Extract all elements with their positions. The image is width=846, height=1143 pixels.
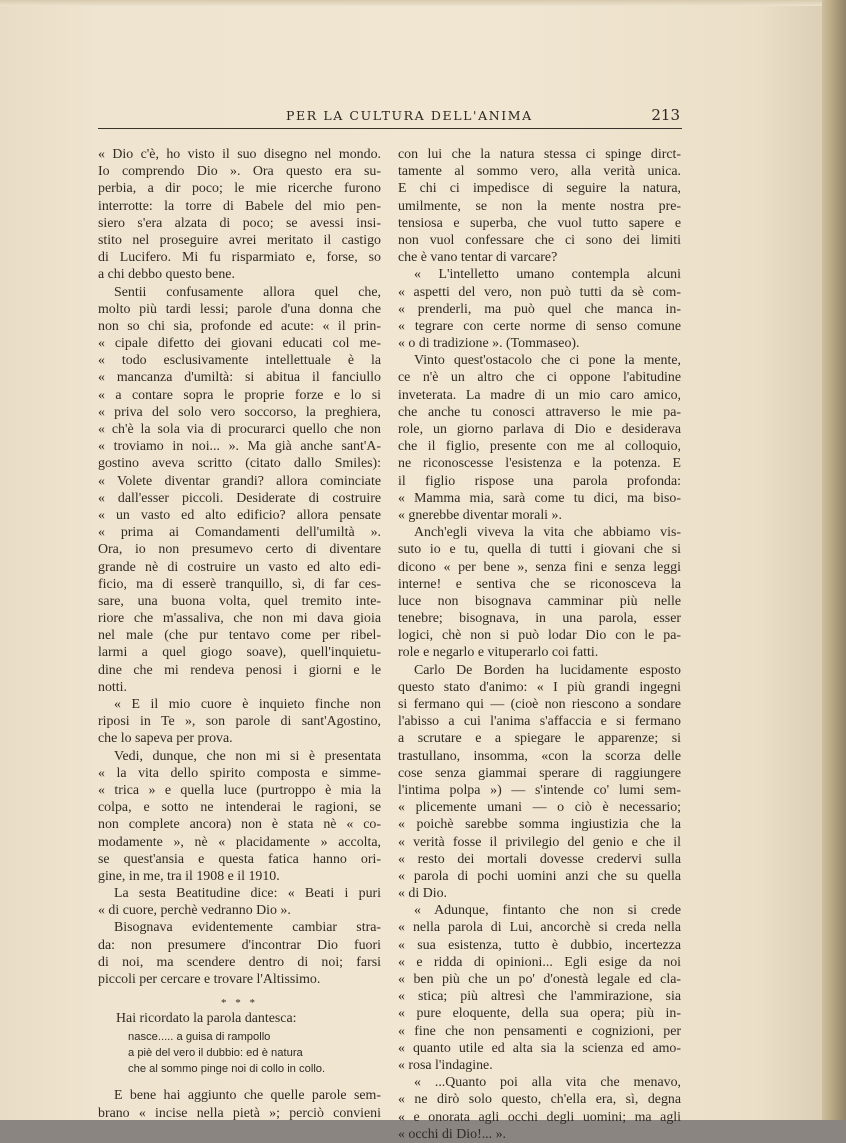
text-line: « ch'è la sola via di procurarci quello che non	[98, 422, 381, 437]
text-line: Ora, io non presumevo certo di diventare	[98, 542, 381, 558]
text-line: role, un giorno parlava di Dio e desiderava	[398, 422, 681, 437]
text-line: piccoli per cercare e trovare l'Altissimo.	[98, 972, 321, 987]
text-line: tensiosa e superba, che vuol tutto sapere e	[398, 215, 681, 231]
verse-quotation	[98, 1029, 381, 1077]
text-line: si fermano qui — (cioè non riescono a sondare	[398, 697, 681, 712]
text-line: gine, in me, tra il 1908 e il 1910.	[98, 868, 280, 884]
text-line: « sua esistenza, tutto è dubbio, incertezza	[398, 937, 681, 953]
text-line: « fine che non pensamenti e cognizioni, per	[398, 1023, 681, 1039]
text-line: con lui che la natura stessa ci spinge dirct-	[398, 147, 681, 162]
text-line: luce non bisognava camminar più nelle	[398, 593, 681, 609]
text-line: Vedi, dunque, che non mi si è presentata	[114, 748, 381, 764]
text-line: « stica; più altresì che l'ammirazione, sia	[398, 989, 681, 1005]
text-line: non complete ancora) non è stata nè « co-	[98, 817, 381, 833]
text-line: interrotte: la torre di Babele del mio pen-	[98, 198, 381, 214]
text-line: La sesta Beatitudine dice: « Beati i puri	[114, 886, 381, 902]
text-line: E chi ci impedisce di seguire la natura,	[398, 181, 681, 197]
text-line: il figlio rispose una parola profonda:	[398, 473, 681, 489]
text-line: « Dio c'è, ho visto il suo disegno nel mondo.	[98, 147, 381, 162]
running-head	[98, 106, 682, 129]
text-line: « e onorata agli occhi degli uomini; ma agli	[398, 1109, 681, 1125]
text-line: « dall'esser piccoli. Desiderate di costruire	[98, 490, 381, 506]
text-line: umilmente, se non la mente nostra pre-	[398, 198, 681, 214]
text-line: « troviamo in noi... ». Ma già anche sant'A-	[98, 439, 381, 455]
text-line: se quest'ansia e questa fatica hanno ori-	[98, 851, 381, 867]
text-line: « Volete diventar grandi? allora cominciate	[98, 473, 381, 489]
text-line: « o di tradizione ». (Tommaseo).	[398, 336, 580, 352]
text-line: tamente al sommo vero, alla verità unica.	[398, 164, 681, 180]
text-line: gostino aveva scritto (citato dallo Smiles):	[98, 456, 381, 472]
text-line: « resto dei mortali dovesse credervi sulla	[398, 851, 681, 867]
text-line: « verità fosse il privilegio del genio e che il	[398, 834, 681, 850]
text-line: « gnerebbe diventar morali ».	[398, 507, 562, 523]
text-line: « pure eloquente, della sua opera; più in-	[398, 1006, 681, 1022]
text-line: dine che mi rendeva penosi i giorni e le	[98, 662, 381, 678]
running-head-title: PER LA CULTURA DELL'ANIMA	[286, 108, 533, 123]
text-line: « e ridda di opinioni... Egli esige da noi	[398, 954, 681, 970]
text-line: « di cuore, perchè vedranno Dio ».	[98, 903, 291, 919]
text-line: Io comprendo Dio ». Ora questo era su-	[98, 164, 381, 180]
page-top-edge	[0, 0, 822, 6]
text-line: « plicemente umani — o ciò è necessario;	[398, 800, 681, 816]
text-line: « quanto utile ed alta sia la scienza ed amo-	[398, 1040, 681, 1056]
text-line: brano « incise nella pietà »; perciò convieni	[98, 1105, 381, 1121]
text-line: a scrutare e a spiegare le apparenze; si	[398, 731, 681, 747]
text-line: « prenderli, ma può quel che manca in-	[398, 301, 681, 317]
text-line: l'intima polpa ») — s'intende co' lumi sem-	[398, 782, 681, 798]
text-line: Sentii confusamente allora quel che,	[114, 284, 381, 300]
text-line: « prima ai Comandamenti dell'umiltà ».	[98, 525, 381, 541]
text-line: Vinto quest'ostacolo che ci pone la mente,	[414, 353, 681, 369]
text-line: molto più tardi lessi; parole d'una donna che	[98, 301, 381, 317]
right-column-text	[398, 146, 681, 1143]
text-line: grande nè di costruire un vasto ed alto edi-	[98, 559, 381, 575]
left-column	[98, 146, 381, 1122]
text-line: ce n'è un altro che ci oppone l'abitudine	[398, 370, 681, 386]
text-line: « priva del solo vero soccorso, la preghiera,	[98, 404, 381, 420]
page-side-edge	[822, 0, 846, 1120]
verse-line: a piè del vero il dubbio: ed è natura	[128, 1047, 303, 1060]
text-line: siero s'era alzata di poco; se avessi insi-	[98, 215, 381, 231]
text-line: nel male (che pur tentavo come per ribel-	[98, 628, 381, 644]
text-line: « trica » e quella luce (purtroppo è mia la	[98, 782, 381, 798]
text-line: da: non presumere d'incontrar Dio fuori	[98, 937, 381, 953]
text-line: non vuol confessare che ci sono dei limiti	[398, 232, 681, 248]
text-line: « ben più che un po' d'onestà legale ed cla-	[398, 972, 681, 987]
text-line: « aspetti del vero, non può tutti da sè com-	[398, 284, 681, 300]
text-line: « la vita dello spirito composta e simme-	[98, 765, 381, 781]
left-column-closing-text	[98, 1087, 381, 1121]
text-line: « E il mio cuore è inquieto finche non	[114, 697, 381, 712]
text-line: stito nel proseguire avrei meritato il castigo	[98, 232, 381, 248]
text-line: di noi, ma scendere dentro di noi; farsi	[98, 954, 381, 970]
text-line: di Lucifero. Mi fu risparmiato e, forse, so	[98, 250, 381, 266]
text-line: ne riconoscesse l'esistenza e la potenza. E	[398, 456, 681, 472]
text-line: « occhi di Dio!... ».	[398, 1126, 507, 1142]
text-line: « nella parola di Lui, ancorchè si creda nella	[398, 920, 681, 936]
text-line: « rosa l'indagine.	[398, 1057, 493, 1073]
text-line: colpa, e sotto ne intenderai le ragioni, se	[98, 800, 381, 816]
text-line: « cipale difetto dei giovani educati col me-	[98, 336, 381, 352]
text-line: « tegrare con certe norme di senso comune	[398, 318, 681, 334]
text-line: che lo sapeva per prova.	[98, 731, 233, 747]
quote-intro: Hai ricordato la parola dantesca:	[116, 1011, 297, 1027]
text-line: « todo esclusivamente intellettuale è la	[98, 353, 381, 369]
text-line: logici, chè non si può lodar Dio con le pa-	[398, 628, 681, 644]
verse-line: che al sommo pinge noi di collo in collo.	[128, 1063, 326, 1076]
text-line: cose senza giammai sperare di raggiungere	[398, 765, 681, 781]
text-line: Carlo De Borden ha lucidamente esposto	[414, 662, 681, 678]
text-line: interne! e sentiva che se riconosceva la	[398, 576, 681, 592]
text-line: « di Dio.	[398, 886, 448, 902]
text-line: « ...Quanto poi alla vita che menavo,	[414, 1075, 681, 1091]
text-line: « mancanza d'umiltà: si abitua il fanciullo	[98, 370, 381, 386]
text-line: « a contare sopra le proprie forze e lo si	[98, 387, 381, 403]
page-number: 213	[651, 106, 680, 124]
verse-line: nasce..... a guisa di rampollo	[128, 1031, 271, 1044]
section-separator: * * *	[221, 997, 258, 1010]
right-column	[398, 146, 681, 1143]
text-line: « L'intelletto umano contempla alcuni	[414, 267, 681, 283]
text-line: « poichè sarebbe somma ingiustizia che la	[398, 817, 681, 833]
left-column-text	[98, 146, 381, 988]
text-line: larmi a quel giogo soave), quell'inquietu-	[98, 645, 381, 661]
text-line: riposi in Te », son parole di sant'Agostino,	[98, 714, 381, 730]
text-line: notti.	[98, 679, 127, 695]
text-line: riore che m'assaliva, che non mi dava gioia	[98, 611, 381, 627]
text-line: l'abisso a cui l'anima s'affaccia e si fermano	[398, 714, 681, 730]
text-line: « Mamma mia, sarà come tu dici, ma biso-	[398, 490, 681, 506]
text-line: sare, una buona volta, quel tremito inte-	[98, 593, 381, 609]
text-line: « un vasto ed alto edificio? allora pensate	[98, 507, 381, 523]
text-line: non so chi sia, profonde ed acute: « il prin-	[98, 318, 381, 334]
text-line: che anche tu conosci attraverso le mie pa-	[398, 404, 681, 420]
text-line: tenebre; bisognava, in una parola, esser	[398, 611, 681, 627]
text-line: questo stato d'animo: « I più grandi ingegni	[398, 679, 681, 695]
text-line: dicono « per bene », senza fini e senza leggi	[398, 559, 681, 575]
text-line: trastullano, insomma, «con la scorza delle	[398, 748, 681, 764]
text-line: Anch'egli viveva la vita che abbiamo vis-	[414, 525, 681, 541]
text-line: ficio, ma di esserè tranquillo, sì, di far ces-	[98, 576, 381, 592]
text-line: Bisognava evidentemente cambiar stra-	[114, 920, 381, 936]
text-line: a chi debbo questo bene.	[98, 267, 235, 283]
text-line: modamente », nè « placidamente » accolta,	[98, 834, 381, 850]
text-line: perbia, a dir poco; le mie ricerche furono	[98, 181, 381, 197]
text-line: che il figlio, presente con me al colloquio,	[398, 439, 681, 455]
text-line: « Adunque, fintanto che non si crede	[414, 903, 681, 919]
text-line: « parola di pochi uomini anzi che su quella	[398, 868, 681, 884]
text-line: suto io e tu, quella di tutti i giovani che si	[398, 542, 681, 558]
text-line: « ne dirò solo questo, ch'ella era, sì, degna	[398, 1092, 681, 1108]
text-line: inveterata. La madre di un mio caro amico,	[398, 387, 681, 403]
text-line: role e negarlo e vituperarlo coi fatti.	[398, 645, 599, 661]
text-line: che è vano tentar di varcare?	[398, 250, 558, 266]
text-line: E bene hai aggiunto che quelle parole sem-	[114, 1088, 381, 1104]
